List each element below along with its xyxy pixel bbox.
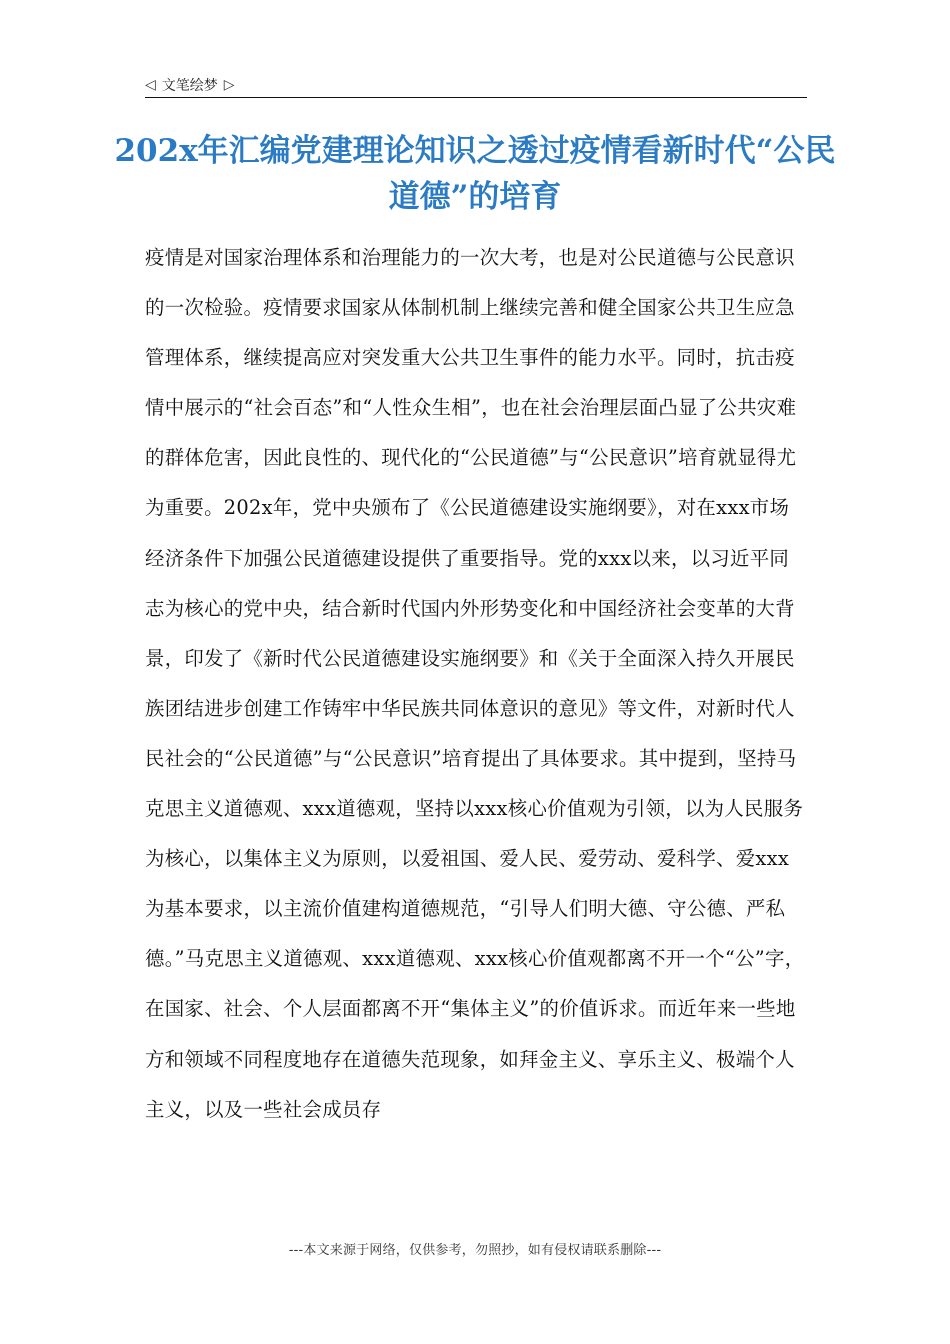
left-triangle-icon: ◁ bbox=[145, 77, 156, 93]
document-title: 202x年汇编党建理论知识之透过疫情看新时代“公民道德”的培育 bbox=[114, 133, 836, 215]
footer-notice: ---本文来源于网络，仅供参考，勿照抄，如有侵权请联系删除--- bbox=[288, 1243, 662, 1258]
page-header bbox=[145, 72, 235, 98]
header-brand: 文笔绘梦 bbox=[161, 78, 218, 94]
header-divider bbox=[145, 97, 807, 98]
body-paragraph: 疫情是对国家治理体系和治理能力的一次大考，也是对公民道德与公民意识的一次检验。疫情要求国家从体制机制上继续完善和健全国家公共卫生应急管理体系，继续提高应对突发重大公共卫生事件的能力水平。同时，抗击疫情中展示的“社会百态”和“人性众生相”，也在社会治理层面凸显了公共灾难的群体危害，因此良性的、现代化的“公民道德”与“公民意识”培育就显得尤为重要。202x年，党中央颁布了《公民道德建设实施纲要》，对在xxx市场经济条件下加强公民道德建设提供了重要指导。党的xxx以来，以习近平同志为核心的党中央，结合新时代国内外形势变化和中国经济社会变革的大背景，印发了《新时代公民道德建设实施纲要》和《关于全面深入持久开展民族团结进步创建工作铸牢中华民族共同体意识的意见》等文件，对新时代人民社会的“公民道德”与“公民意识”培育提出了具体要求。其中提到，坚持马克思主义道德观、xxx道德观，坚持以xxx核心价值观为引领，以为人民服务为核心，以集体主义为原则，以爱祖国、爱人民、爱劳动、爱科学、爱xxx为基本要求，以主流价值建构道德规范，“引导人们明大德、守公德、严私德。”马克思主义道德观、xxx道德观、xxx核心价值观都离不开一个“公”字，在国家、社会、个人层面都离不开“集体主义”的价值诉求。而近年来一些地方和领域不同程度地存在道德失范现象，如拜金主义、享乐主义、极端个人主义，以及一些社会成员存 bbox=[145, 246, 805, 1121]
right-triangle-icon: ▷ bbox=[223, 77, 235, 93]
